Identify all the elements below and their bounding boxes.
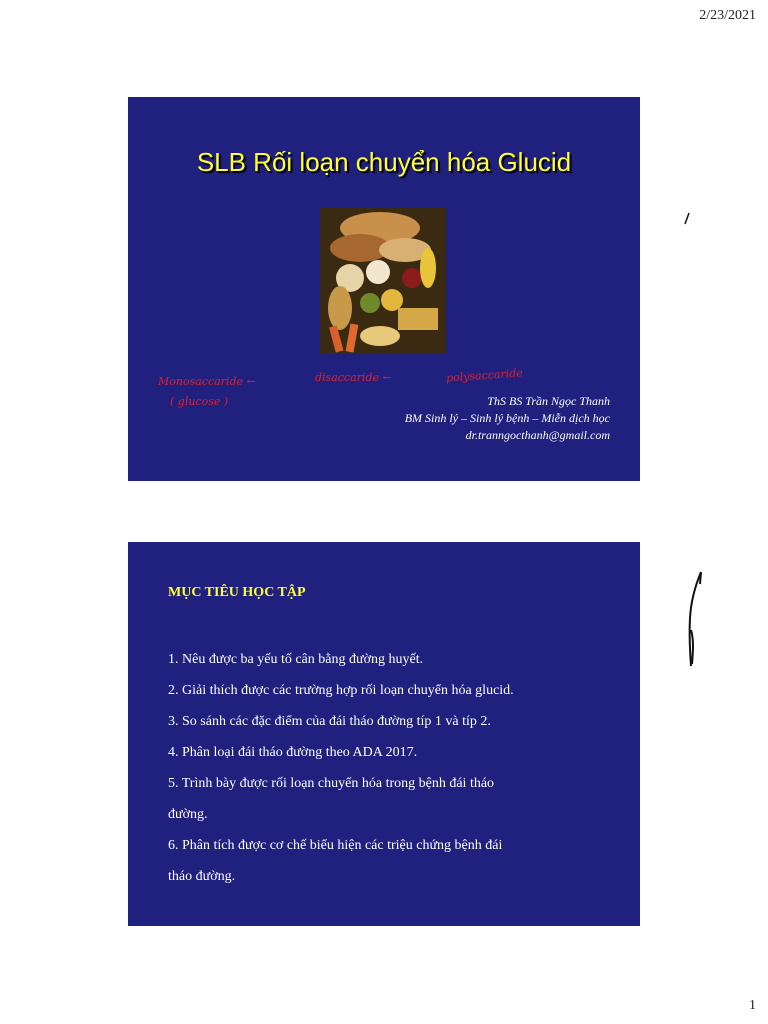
margin-bracket-mark: [682, 570, 706, 670]
objective-line: 1. Nêu được ba yếu tố cân bằng đường huyết.: [168, 652, 424, 667]
annotation-disaccharide: disaccaride ←: [315, 371, 392, 384]
annotation-glucose: ( glucose ): [170, 395, 229, 408]
objective-line: 2. Giải thích được các trường hợp rối loạn chuyển hóa glucid.: [168, 683, 514, 698]
margin-tick-mark: [682, 212, 692, 226]
objectives-slide: [128, 542, 640, 926]
slide-title: SLB Rối loạn chuyển hóa Glucid: [196, 147, 572, 177]
title-slide: [128, 97, 640, 481]
objectives-list: [168, 644, 608, 892]
annotation-polysaccharide: polysaccaride: [445, 366, 524, 385]
objective-line: đường.: [168, 807, 208, 822]
objective-line: 5. Trình bày được rối loạn chuyển hóa trong bệnh đái tháo: [168, 776, 495, 791]
annotation-monosaccharide: Monosaccaride ←: [158, 375, 256, 388]
author-block: [405, 393, 610, 444]
author-department: BM Sinh lý – Sinh lý bệnh – Miễn dịch học: [404, 411, 610, 425]
objective-line: 6. Phân tích được cơ chế biểu hiện các triệu chứng bệnh đái: [168, 838, 503, 853]
author-email: dr.tranngocthanh@gmail.com: [465, 428, 610, 442]
page-number: 1: [749, 998, 756, 1013]
author-name: ThS BS Trần Ngọc Thanh: [487, 394, 610, 408]
objective-line: 4. Phân loại đái tháo đường theo ADA 2017.: [168, 745, 418, 760]
objective-line: 3. So sánh các đặc điểm của đái tháo đường típ 1 và típ 2.: [168, 714, 491, 729]
food-photo: [320, 208, 446, 354]
page-date: 2/23/2021: [699, 8, 756, 23]
objective-line: tháo đường.: [168, 869, 236, 884]
objectives-heading: MỤC TIÊU HỌC TẬP: [168, 585, 306, 600]
